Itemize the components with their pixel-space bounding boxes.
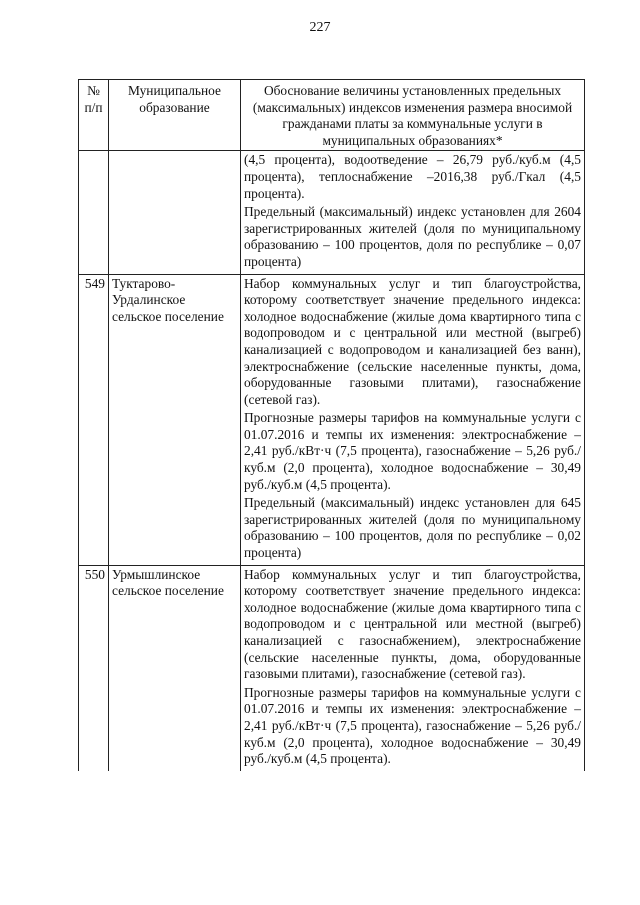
table-row [79, 565, 585, 771]
row-num: 550 [79, 565, 109, 771]
paragraph: Набор коммунальных услуг и тип благоустройства, которому соответствует значение предельного индекса: холодное водоснабжение (жилые дома квартирного типа с водопроводом и с центральной или местной (выгреб) канализацией с газоснабжением), электроснабжение (сельские населенные пункты, дома, оборудованные газовыми плитами), газоснабжение (сетевой газ). [244, 566, 581, 682]
row-municipality: Урмышлинское сельское поселение [109, 565, 241, 771]
paragraph: Предельный (максимальный) индекс установлен для 645 зарегистрированных жителей (доля по муниципальному образованию – 100 процентов, доля по республике – 0,02 процента) [244, 495, 581, 561]
row-num: 549 [79, 274, 109, 565]
paragraph: Предельный (максимальный) индекс установлен для 2604 зарегистрированных жителей (доля по муниципальному образованию – 100 процентов, доля по республике – 0,07 процента) [244, 204, 581, 269]
header-municipality: Муниципальное образование [109, 80, 241, 151]
header-num: № п/п [79, 80, 109, 151]
row-num [79, 151, 109, 274]
header-justification: Обоснование величины установленных предельных (максимальных) индексов изменения размера вносимой гражданами платы за коммунальные услуги в муниципальных образованиях* [241, 80, 585, 151]
paragraph: Прогнозные размеры тарифов на коммунальные услуги с 01.07.2016 и темпы их изменения: электроснабжение – 2,41 руб./кВт·ч (7,5 процента), газоснабжение – 5,26 руб./куб.м (2,0 процента), холодное водоснабжение – 30,49 руб./куб.м (4,5 процента). [244, 410, 581, 492]
tariff-table [78, 79, 585, 771]
paragraph: Набор коммунальных услуг и тип благоустройства, которому соответствует значение предельного индекса: холодное водоснабжение (жилые дома квартирного типа с водопроводом и с центральной или местной (выгреб) канализацией с водопроводом и канализацией без ванн), электроснабжение (сельские населенные пункты, дома, оборудованные газовыми плитами), газоснабжение (сетевой газ). [244, 275, 581, 407]
table-row [79, 274, 585, 565]
row-municipality [109, 151, 241, 274]
paragraph: (4,5 процента), водоотведение – 26,79 руб./куб.м (4,5 процента), теплоснабжение –2016,38 руб./Гкал (4,5 процента). [244, 152, 581, 201]
row-justification [241, 151, 585, 274]
row-justification [241, 274, 585, 565]
row-municipality: Туктарово-Урдалинское сельское поселение [109, 274, 241, 565]
table-row [79, 151, 585, 274]
table-header-row [79, 80, 585, 151]
paragraph: Прогнозные размеры тарифов на коммунальные услуги с 01.07.2016 и темпы их изменения: электроснабжение – 2,41 руб./кВт·ч (7,5 процента), газоснабжение – 5,26 руб./куб.м (2,0 процента), холодное водоснабжение – 30,49 руб./куб.м (4,5 процента). [244, 684, 581, 767]
page-number: 227 [309, 20, 331, 35]
row-justification [241, 565, 585, 771]
